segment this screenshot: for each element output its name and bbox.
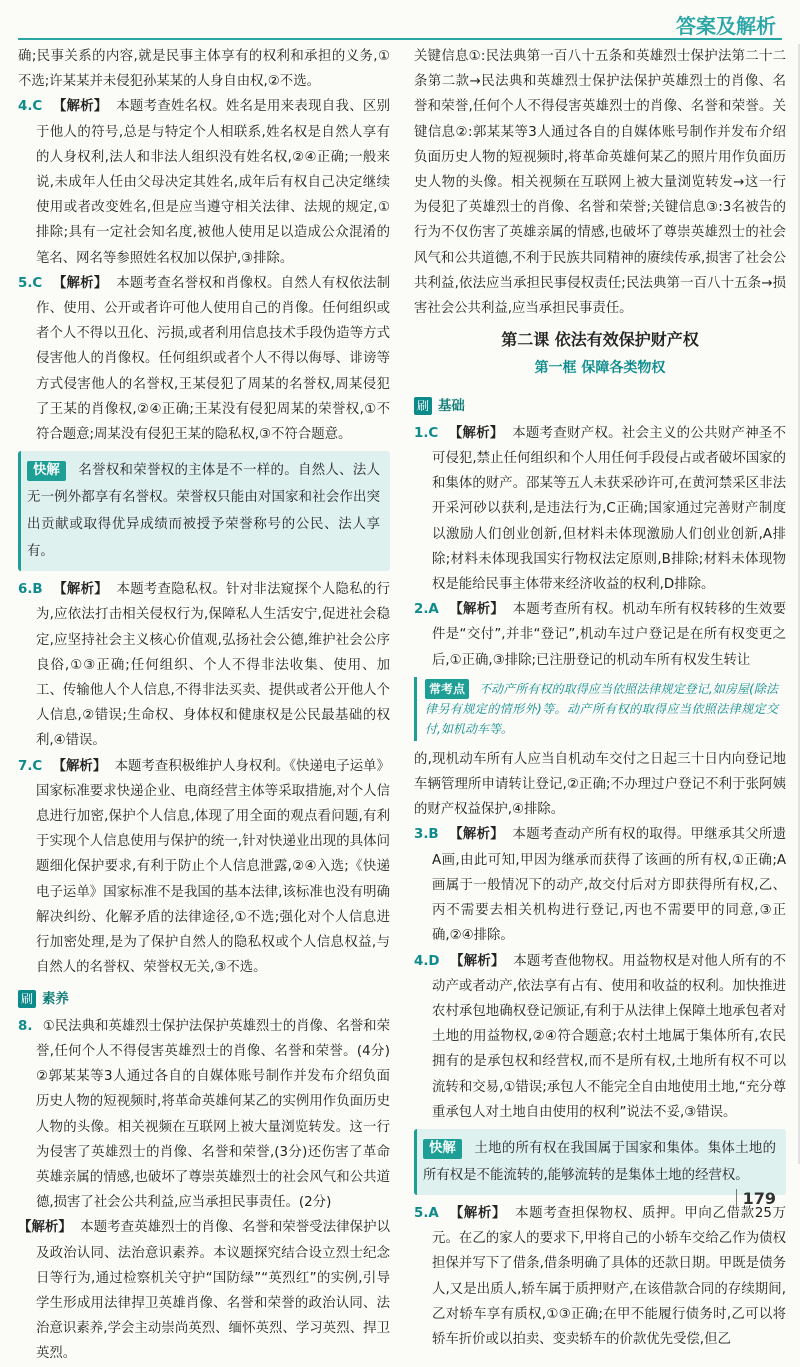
analysis-tag: 【解析】 [52,99,108,115]
quick-solution-text: 名誉权和荣誉权的主体是不一样的。自然人、法人无一例外都享有名誉权。荣誉权只能由对国家和社会作出突出贡献或取得优异成绩而被授予荣誉称号的公民、法人享有。 [27,463,380,560]
answer-choice: 2.A [414,602,439,618]
answer-choice: 4.D [414,953,440,969]
answer-choice: 1.C [414,425,439,441]
left-top-paragraph: 确;民事关系的内容,就是民事主体享有的权利和承担的义务,①不选;许某某并未侵犯孙某某的人身自由权,②不选。 [18,49,390,90]
exam-point-label: 常考点 [425,679,469,699]
answer-text: 本题考查担保物权、质押。甲向乙借款25万元。在乙的家人的要求下,甲将自己的小轿车交给乙作为债权担保并写下了借条,借条明确了具体的还款日期。甲既是债务人,又是出质人,轿车属于质押财产,在该借款合同的存续期间,乙对轿车享有质权,①③正确;在甲不能履行债务时,乙可以将轿车折价或以拍卖、变卖轿车的价款优先受偿,但乙 [432,1205,786,1347]
section-mark-icon: 刷 [414,397,432,415]
section-label: 基础 [438,398,465,414]
section-heading-jichu [414,394,465,419]
analysis-tag: 【解析】 [53,582,108,598]
answer-item [414,822,786,948]
answer-item [414,1201,786,1352]
quick-solution-box [18,451,390,571]
answer-item [414,949,786,1125]
answer-choice: 5.A [414,1205,439,1221]
section-heading-suyang [18,987,69,1012]
analysis-tag: 【解析】 [52,275,108,291]
right-column [414,44,786,1352]
answer-choice: 4.C [18,99,43,115]
answer-item [18,577,390,753]
quick-solution-label: 快解 [423,1139,462,1159]
left-column [18,44,390,1367]
answer-text: 本题考查积极维护人身权利。《快递电子运单》国家标准要求快递企业、电商经营主体等采取措施,对个人信息进行加密,保护个人信息,体现了用全面的观点看问题,有利于实现个人信息使用与保护的统一,针对快递业出现的具体问题细化保护要求,有利于防止个人信息泄露,②④入选;《快递电子运单》国家标准不是我国的基本法律,该标准也没有明确解决纠纷、化解矛盾的法律途径,①不选;强化对个人信息进行加密处理,是为了保护自然人的隐私权或个人信息权益,与自然人的名誉权、荣誉权无关,③不选。 [36,758,391,976]
page-number: 179 [736,1189,776,1208]
section-label: 素养 [42,991,69,1007]
answer-item [18,271,390,447]
answer-item [414,597,786,673]
analysis-tag: 【解析】 [52,758,107,774]
analysis-tag: 【解析】 [448,425,504,441]
page-header-title: 答案及解析 [676,14,776,38]
answer-choice: 6.B [18,582,43,598]
answer-text: 本题考查隐私权。针对非法窥探个人隐私的行为,应依法打击相关侵权行为,保障私人生活安宁,促进社会稳定,应坚持社会主义核心价值观,弘扬社会公德,维护社会公序良俗,①③正确;任何组织、个人不得非法收集、使用、加工、传输他人个人信息,不得非法买卖、提供或者公开他人个人信息,②错误;生命权、身体权和健康权是公民最基础的权利,④错误。 [36,582,391,749]
section-mark-icon: 刷 [18,990,36,1008]
analysis-tag: 【解析】 [449,602,505,618]
exam-point-text: 不动产所有权的取得应当依照法律规定登记,如房屋(除法律另有规定的情形外)等。动产所有权的取得应当依照法律规定交付,如机动车等。 [425,681,778,736]
analysis-text: 本题考查英雄烈士的肖像、名誉和荣誉受法律保护以及政治认同、法治意识素养。本议题探究结合设立烈士纪念日等行为,通过检察机关守护“国防绿”“英烈红”的实例,引导学生形成用法律捍卫英雄肖像、名誉和荣誉的政治认同、法治意识素养,学会主动崇尚英烈、缅怀英烈、学习英烈、捍卫英烈。 [36,1220,390,1362]
analysis-tag: 【解析】 [449,827,504,843]
header-rule [18,38,782,40]
answer-choice: 7.C [18,758,43,774]
right-top-paragraph: 关键信息①:民法典第一百八十五条和英雄烈士保护法第二十二条第二款→民法典和英雄烈士保护法保护英雄烈士的肖像、名誉和荣誉,任何个人不得侵害英雄烈士的肖像、名誉和荣誉。关键信息②:郭某某等3人通过各自的自媒体账号制作并发布介绍负面历史人物的短视频时,将革命英雄何某乙的照片用作负面历史人物的头像。相关视频在互联网上被大量浏览转发→这一行为侵犯了英雄烈士的肖像、名誉和荣誉;关键信息③:3名被告的行为不仅伤害了英雄亲属的情感,也破坏了尊崇英雄烈士的社会风气和公共道德,不利于民族共同精神的赓续传承,损害了社会公共利益,依法应当承担民事侵权责任;民法典第一百八十五条→损害社会公共利益,应当承担民事责任。 [414,49,786,317]
analysis-tag: 【解析】 [450,953,505,969]
frame-title: 第一框 保障各类物权 [534,360,666,377]
answer-item [18,94,390,270]
exam-point-note [414,677,786,741]
answer-text: 本题考查所有权。机动车所有权转移的生效要件是“交付”,并非“登记”,机动车过户登记是在所有权变更之后,①正确,③排除;已注册登记的机动车所有权发生转让 [432,602,787,668]
answer-choice: 5.C [18,275,43,291]
answer-text: 本题考查他物权。用益物权是对他人所有的不动产或者动产,依法享有占有、使用和收益的权利。加快推进农村承包地确权登记颁证,有利于从法律上保障土地承包者对土地的用益物权,②④符合题意;农村土地属于集体所有,农民拥有的是承包权和经营权,而不是所有权,土地所有权不可以流转和交易,①错误;承包人不能完全自由地使用土地,“充分尊重承包人对土地自由使用的权利”说法不妥,③错误。 [432,953,787,1120]
answer-item [18,754,390,981]
answer-text: 本题考查动产所有权的取得。甲继承其父所遗A画,由此可知,甲因为继承而获得了该画的所有权,①正确;A画属于一般情况下的动产,故交付后对方即获得所有权,乙、丙不需要去相关机构进行登记,丙也不需要甲的同意,③正确,②④排除。 [432,827,787,944]
analysis-tag: 【解析】 [449,1205,507,1221]
handwritten-answer: ①民法典和英雄烈士保护法保护英雄烈士的肖像、名誉和荣誉,任何个人不得侵害英雄烈士的肖像、名誉和荣誉。(4分) ②郭某某等3人通过各自的自媒体账号制作并发布介绍负面历史人物的短视频时,将革命英雄何某乙的实例用作负面历史人物的头像。相关视频在互联网上被大量浏览转发。这一行为侵害了英雄烈士的肖像、名誉和荣誉,(3分)还伤害了革命英雄亲属的情感,也破坏了尊崇英雄烈士的社会风气和公共道德,损害了社会公共利益,应当承担民事责任。(2分) [36,1018,390,1211]
lesson-title: 第二课 依法有效保护财产权 [501,330,699,350]
quick-solution-label: 快解 [27,461,66,481]
answer-choice: 8. [18,1018,33,1034]
answer-item [414,421,786,597]
answer-continuation: 的,现机动车所有人应当自机动车交付之日起三十日内向登记地车辆管理所申请转让登记,②正确;不办理过户登记不利于张阿姨的财产权益保护,④排除。 [414,751,786,818]
answer-text: 本题考查姓名权。姓名是用来表现自我、区别于他人的符号,总是与特定个人相联系,姓名权是自然人享有的人身权利,法人和非法人组织没有姓名权,②④正确;一般来说,未成年人任由父母决定其姓名,成年后有权自己决定继续使用或者改变姓名,但是应当遵守相关法律、法规的规定,①排除;具有一定社会知名度,被他人使用足以造成公众混淆的笔名、网名等参照姓名权加以保护,③排除。 [36,99,391,266]
quick-solution-text: 土地的所有权在我国属于国家和集体。集体土地的所有权是不能流转的,能够流转的是集体土地的经营权。 [423,1140,776,1183]
answer-choice: 3.B [414,827,439,843]
quick-solution-box [414,1129,786,1195]
answer-text: 本题考查财产权。社会主义的公共财产神圣不可侵犯,禁止任何组织和个人用任何手段侵占或者破坏国家的和集体的财产。邵某等五人未获采砂许可,在黄河禁采区非法开采河砂以获利,是违法行为,C正确;国家通过完善财产制度以激励人们创业创新,但材料未体现激励人们创业创新,A排除;材料未体现我国实行物权法定原则,B排除;材料未体现物权是能给民事主体带来经济收益的权利,D排除。 [432,425,787,593]
analysis-tag: 【解析】 [18,1220,72,1236]
answer-text: 本题考查名誉权和肖像权。自然人有权依法制作、使用、公开或者许可他人使用自己的肖像。任何组织或者个人不得以丑化、污损,或者利用信息技术手段伪造等方式侵害他人的肖像权。任何组织或者个人不得以侮辱、诽谤等方式侵害他人的名誉权,王某侵犯了周某的名誉权,周某侵犯了王某的肖像权,②④正确;王某没有侵犯周某的荣誉权,①不符合题意;周某没有侵犯王某的隐私权,③不符合题意。 [36,275,391,443]
answer-item-8 [18,1014,390,1367]
